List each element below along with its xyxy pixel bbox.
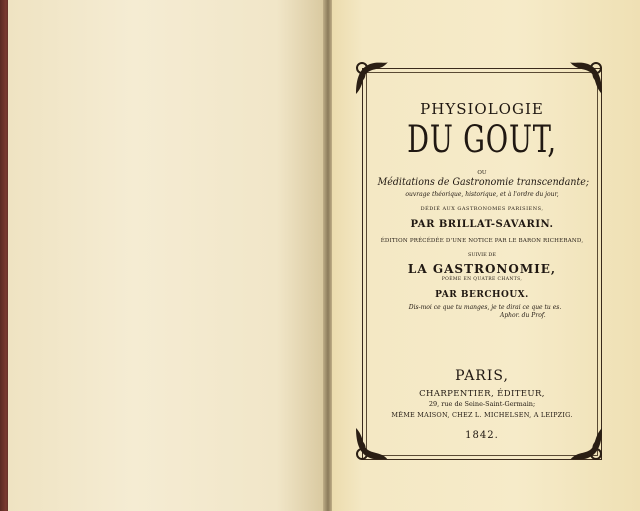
- title-line-2: DU GOUT,: [407, 118, 557, 161]
- imprint-year: 1842.: [465, 430, 499, 441]
- epigraph-source: Aphor. du Prof.: [500, 312, 546, 319]
- imprint-address: 29, rue de Seine-Saint-Germain;: [428, 400, 536, 408]
- corner-ornament-icon: [566, 58, 606, 98]
- imprint-publisher: CHARPENTIER, ÉDITEUR,: [419, 389, 545, 399]
- author-berchoux: PAR BERCHOUX.: [435, 290, 529, 300]
- title-line-1: PHYSIOLOGIE: [420, 100, 544, 118]
- poem-note: POÈME EN QUATRE CHANTS,: [441, 277, 523, 282]
- imprint-city: PARIS,: [455, 368, 509, 384]
- second-title: LA GASTRONOMIE,: [407, 262, 557, 276]
- followed-by: SUIVIE DE: [467, 252, 497, 258]
- epigraph: Dis-moi ce que tu manges, je te dirai ce que tu es.: [408, 304, 562, 311]
- edition-note: ÉDITION PRÉCÉDÉE D'UNE NOTICE PAR LE BARON RICHERAND,: [380, 238, 584, 244]
- conjunction-ou: OU: [477, 170, 487, 176]
- description: ouvrage théorique, historique, et à l'ordre du jour,: [405, 191, 559, 198]
- author-brillat-savarin: PAR BRILLAT-SAVARIN.: [410, 219, 554, 230]
- corner-ornament-icon: [352, 58, 392, 98]
- dedication: DÉDIÉ AUX GASTRONOMES PARISIENS,: [420, 206, 544, 212]
- imprint-branch: MÊME MAISON, CHEZ L. MICHELSEN, A LEIPZIG.: [391, 411, 573, 419]
- left-blank-page: [8, 0, 324, 511]
- subtitle: Méditations de Gastronomie transcendante;: [377, 176, 590, 188]
